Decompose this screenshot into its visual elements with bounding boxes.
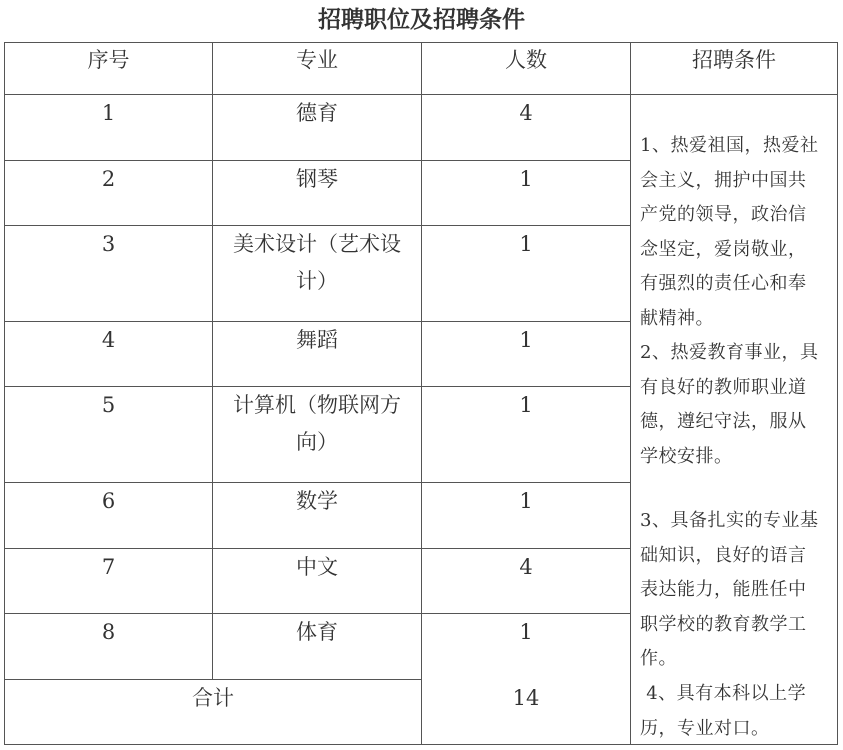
condition-line: 2、热爱教育事业，具 bbox=[640, 342, 819, 363]
table-row-major: 中文 bbox=[296, 555, 338, 579]
column-divider bbox=[630, 42, 631, 745]
table-row-count: 4 bbox=[519, 555, 533, 579]
condition-line: 献精神。 bbox=[640, 307, 714, 329]
condition-line: 学校安排。 bbox=[640, 445, 733, 467]
page-title: 招聘职位及招聘条件 bbox=[318, 6, 525, 33]
table-row-count: 1 bbox=[519, 232, 533, 256]
condition-line: 产党的领导，政治信 bbox=[640, 204, 807, 225]
table-row-index: 1 bbox=[101, 101, 116, 125]
condition-line: 1、热爱祖国，热爱社 bbox=[640, 135, 819, 156]
table-row-major-continued: 向） bbox=[296, 430, 338, 454]
condition-line: 职学校的教育教学工 bbox=[640, 613, 807, 635]
table-row-major: 舞蹈 bbox=[296, 328, 338, 352]
table-row-major: 美术设计（艺术设 bbox=[233, 232, 401, 256]
table-row-count: 4 bbox=[519, 101, 533, 125]
condition-line: 会主义，拥护中国共 bbox=[640, 169, 807, 191]
header-index: 序号 bbox=[87, 48, 130, 72]
table-row-index: 3 bbox=[101, 232, 116, 256]
header-conditions: 招聘条件 bbox=[692, 48, 776, 72]
table-row-major: 体育 bbox=[296, 620, 338, 644]
table-row-index: 4 bbox=[101, 328, 116, 352]
condition-line: 表达能力，能胜任中 bbox=[640, 579, 807, 600]
condition-line: 3、具备扎实的专业基 bbox=[640, 510, 819, 531]
table-row-major: 数学 bbox=[296, 489, 338, 513]
condition-item-4 bbox=[640, 677, 836, 746]
table-row-count: 1 bbox=[519, 328, 533, 352]
table-row-index: 8 bbox=[101, 620, 116, 644]
table-row-count: 1 bbox=[519, 393, 533, 417]
condition-line: 德，遵纪守法，服从 bbox=[640, 411, 807, 432]
table-row-major: 钢琴 bbox=[296, 167, 338, 191]
table-row-index: 7 bbox=[101, 555, 116, 579]
table-row-count: 1 bbox=[519, 489, 533, 513]
header-count: 人数 bbox=[505, 48, 547, 72]
table-row-major: 德育 bbox=[296, 101, 338, 125]
condition-item-2 bbox=[640, 336, 836, 474]
table-row-index: 6 bbox=[101, 489, 116, 513]
total-label: 合计 bbox=[192, 686, 234, 710]
condition-item-3 bbox=[640, 504, 836, 677]
table-row-count: 1 bbox=[519, 620, 533, 644]
condition-line: 有良好的教师职业道 bbox=[640, 376, 807, 398]
condition-line: 础知识，良好的语言 bbox=[640, 544, 807, 566]
condition-line: 念坚定，爱岗敬业， bbox=[640, 238, 807, 260]
table-row-index: 5 bbox=[101, 393, 116, 417]
condition-item-1 bbox=[640, 129, 836, 336]
table-border-right bbox=[837, 42, 838, 745]
table-row-count: 1 bbox=[519, 167, 533, 191]
condition-line: 历，专业对口。 bbox=[640, 717, 770, 739]
table-row-major: 计算机（物联网方 bbox=[233, 393, 401, 417]
table-row-major-continued: 计） bbox=[296, 269, 338, 293]
condition-line: 作。 bbox=[640, 648, 677, 669]
condition-line: 有强烈的责任心和奉 bbox=[640, 273, 807, 294]
header-major: 专业 bbox=[296, 48, 338, 72]
total-count: 14 bbox=[512, 686, 540, 710]
table-row-index: 2 bbox=[101, 167, 116, 191]
condition-line: 4、具有本科以上学 bbox=[640, 683, 807, 704]
